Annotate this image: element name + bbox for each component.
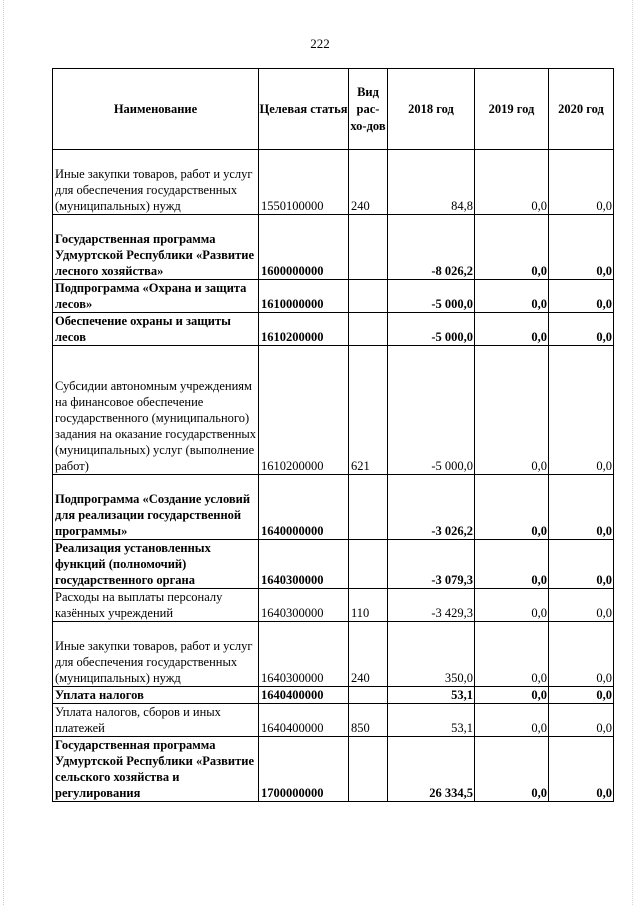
row-name-cell: Иные закупки товаров, работ и услуг для обеспечения государственных (муниципальных) нужд xyxy=(53,622,259,687)
row-2018-cell: -5 000,0 xyxy=(388,280,475,313)
row-2020-cell: 0,0 xyxy=(549,313,614,346)
row-2018-cell: -3 026,2 xyxy=(388,475,475,540)
row-type-cell: 240 xyxy=(349,622,388,687)
row-2020-cell: 0,0 xyxy=(549,280,614,313)
row-2018-cell: -5 000,0 xyxy=(388,313,475,346)
header-name: Наименование xyxy=(53,69,259,150)
table-row xyxy=(53,704,614,737)
row-code-cell: 1640400000 xyxy=(259,704,349,737)
row-name-cell: Расходы на выплаты персоналу казённых учреждений xyxy=(53,589,259,622)
row-name-cell: Иные закупки товаров, работ и услуг для обеспечения государственных (муниципальных) нужд xyxy=(53,150,259,215)
table-row xyxy=(53,280,614,313)
row-type-cell xyxy=(349,687,388,704)
row-code-cell: 1640300000 xyxy=(259,589,349,622)
row-code-cell: 1640000000 xyxy=(259,475,349,540)
row-2019-cell: 0,0 xyxy=(475,475,549,540)
row-type-cell xyxy=(349,215,388,280)
row-code-cell: 1700000000 xyxy=(259,737,349,802)
scan-edge-left xyxy=(3,0,5,905)
header-2020: 2020 год xyxy=(549,69,614,150)
row-2019-cell: 0,0 xyxy=(475,589,549,622)
row-2020-cell: 0,0 xyxy=(549,687,614,704)
table-row xyxy=(53,589,614,622)
row-2018-cell: 84,8 xyxy=(388,150,475,215)
table-body xyxy=(53,150,614,802)
row-2019-cell: 0,0 xyxy=(475,346,549,475)
row-type-cell xyxy=(349,475,388,540)
row-code-cell: 1610200000 xyxy=(259,313,349,346)
row-code-cell: 1640300000 xyxy=(259,540,349,589)
row-name-cell: Подпрограмма «Создание условий для реализации государственной программы» xyxy=(53,475,259,540)
row-name-cell: Государственная программа Удмуртской Республики «Развитие сельского хозяйства и регулирования xyxy=(53,737,259,802)
row-code-cell: 1600000000 xyxy=(259,215,349,280)
row-2018-cell: -3 429,3 xyxy=(388,589,475,622)
row-code-cell: 1550100000 xyxy=(259,150,349,215)
row-type-cell xyxy=(349,313,388,346)
row-2018-cell: 53,1 xyxy=(388,687,475,704)
row-2020-cell: 0,0 xyxy=(549,589,614,622)
row-name-cell: Реализация установленных функций (полномочий) государственного органа xyxy=(53,540,259,589)
row-2018-cell: 53,1 xyxy=(388,704,475,737)
row-2019-cell: 0,0 xyxy=(475,313,549,346)
row-2018-cell: 26 334,5 xyxy=(388,737,475,802)
row-name-cell: Подпрограмма «Охрана и защита лесов» xyxy=(53,280,259,313)
header-2018: 2018 год xyxy=(388,69,475,150)
row-2019-cell: 0,0 xyxy=(475,704,549,737)
row-2020-cell: 0,0 xyxy=(549,737,614,802)
table-row xyxy=(53,346,614,475)
header-2019: 2019 год xyxy=(475,69,549,150)
row-2019-cell: 0,0 xyxy=(475,687,549,704)
table-row xyxy=(53,737,614,802)
table-row xyxy=(53,475,614,540)
row-2020-cell: 0,0 xyxy=(549,540,614,589)
row-2019-cell: 0,0 xyxy=(475,737,549,802)
row-type-cell: 110 xyxy=(349,589,388,622)
row-2018-cell: -8 026,2 xyxy=(388,215,475,280)
row-type-cell: 240 xyxy=(349,150,388,215)
row-2020-cell: 0,0 xyxy=(549,150,614,215)
row-code-cell: 1640300000 xyxy=(259,622,349,687)
row-2020-cell: 0,0 xyxy=(549,346,614,475)
row-name-cell: Субсидии автономным учреждениям на финансовое обеспечение государственного (муниципального) задания на оказание государственных (муниципальных) услуг (выполнение работ) xyxy=(53,346,259,475)
row-code-cell: 1610000000 xyxy=(259,280,349,313)
row-type-cell: 621 xyxy=(349,346,388,475)
row-type-cell xyxy=(349,280,388,313)
row-name-cell: Уплата налогов, сборов и иных платежей xyxy=(53,704,259,737)
row-type-cell xyxy=(349,737,388,802)
page-number: 222 xyxy=(310,36,330,51)
row-2020-cell: 0,0 xyxy=(549,475,614,540)
table-row xyxy=(53,150,614,215)
table-header-row xyxy=(53,69,614,150)
budget-table xyxy=(52,68,614,802)
row-2018-cell: 350,0 xyxy=(388,622,475,687)
row-2018-cell: -3 079,3 xyxy=(388,540,475,589)
table-row xyxy=(53,313,614,346)
row-name-cell: Государственная программа Удмуртской Республики «Развитие лесного хозяйства» xyxy=(53,215,259,280)
table-row xyxy=(53,622,614,687)
table-row xyxy=(53,687,614,704)
row-2020-cell: 0,0 xyxy=(549,704,614,737)
header-type: Вид рас-хо-дов xyxy=(349,69,388,150)
row-type-cell xyxy=(349,540,388,589)
row-name-cell: Обеспечение охраны и защиты лесов xyxy=(53,313,259,346)
row-code-cell: 1610200000 xyxy=(259,346,349,475)
table-row xyxy=(53,540,614,589)
row-2019-cell: 0,0 xyxy=(475,540,549,589)
row-code-cell: 1640400000 xyxy=(259,687,349,704)
scan-edge-right xyxy=(632,0,634,905)
row-2019-cell: 0,0 xyxy=(475,280,549,313)
row-2019-cell: 0,0 xyxy=(475,622,549,687)
row-2020-cell: 0,0 xyxy=(549,215,614,280)
row-2018-cell: -5 000,0 xyxy=(388,346,475,475)
row-2020-cell: 0,0 xyxy=(549,622,614,687)
header-code: Целевая статья xyxy=(259,69,349,150)
row-2019-cell: 0,0 xyxy=(475,150,549,215)
table-row xyxy=(53,215,614,280)
row-2019-cell: 0,0 xyxy=(475,215,549,280)
row-name-cell: Уплата налогов xyxy=(53,687,259,704)
row-type-cell: 850 xyxy=(349,704,388,737)
